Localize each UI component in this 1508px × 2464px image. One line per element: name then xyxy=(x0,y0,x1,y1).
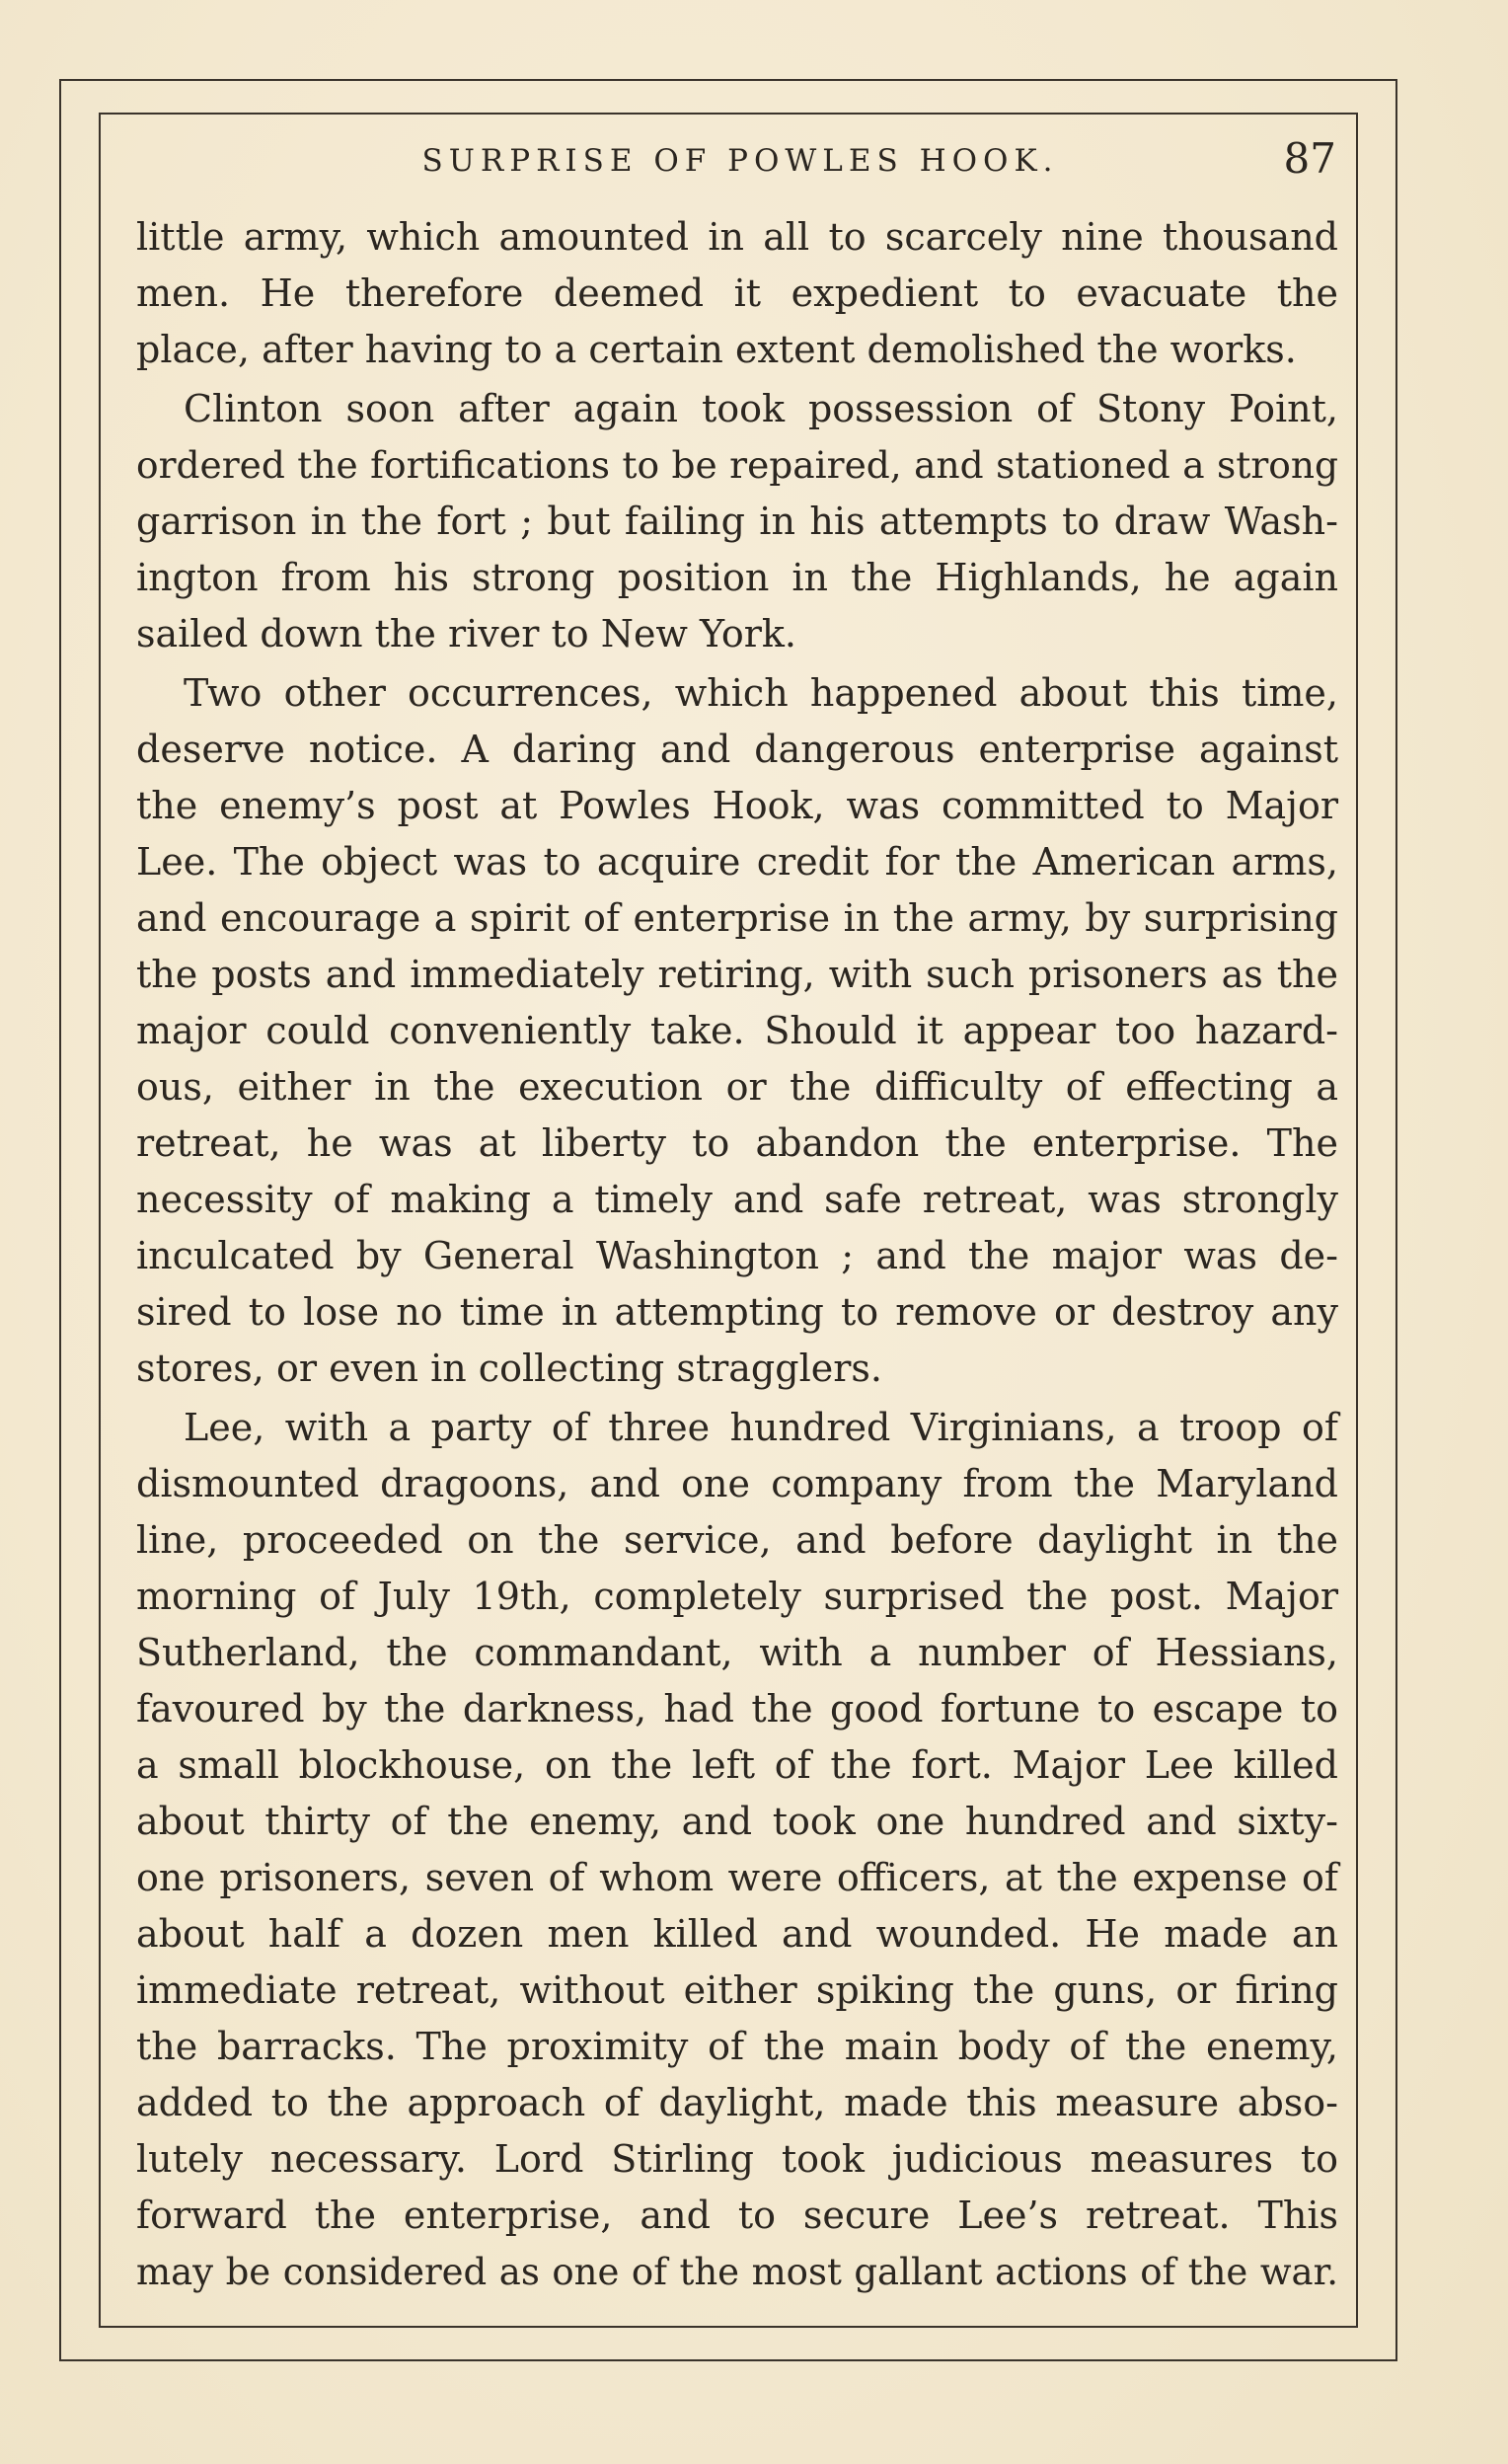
text-line: one prisoners, seven of whom were officers, at the expense of xyxy=(136,1856,1338,1899)
text-line: ous, either in the execution or the difficulty of effecting a xyxy=(136,1065,1338,1109)
text-line: stores, or even in collecting stragglers. xyxy=(136,1347,882,1390)
text-line: about thirty of the enemy, and took one hundred and sixty- xyxy=(136,1800,1338,1843)
text-line: the enemy’s post at Powles Hook, was committed to Major xyxy=(136,784,1338,827)
text-line: sired to lose no time in attempting to remove or destroy any xyxy=(136,1290,1338,1334)
text-line: the barracks. The proximity of the main body of the enemy, xyxy=(136,2025,1338,2068)
text-line: about half a dozen men killed and wounded. He made an xyxy=(136,1912,1338,1956)
text-line: a small blockhouse, on the left of the fort. Major Lee killed xyxy=(136,1743,1338,1787)
text-line: and encourage a spirit of enterprise in the army, by surprising xyxy=(136,896,1338,940)
text-line: ington from his strong position in the Highlands, he again xyxy=(136,556,1338,599)
running-title: SURPRISE OF POWLES HOOK. xyxy=(421,143,1059,179)
text-line: men. He therefore deemed it expedient to evacuate the xyxy=(136,271,1338,315)
page-number: 87 xyxy=(1283,134,1336,183)
text-line: sailed down the river to New York. xyxy=(136,612,796,655)
text-line: line, proceeded on the service, and before daylight in the xyxy=(136,1518,1338,1562)
text-line: lutely necessary. Lord Stirling took judicious measures to xyxy=(136,2137,1338,2181)
text-line: may be considered as one of the most gallant actions of the war. xyxy=(136,2251,1338,2293)
text-line: favoured by the darkness, had the good fortune to escape to xyxy=(136,1687,1338,1731)
text-line: deserve notice. A daring and dangerous enterprise against xyxy=(136,728,1338,771)
text-line: dismounted dragoons, and one company from the Maryland xyxy=(136,1462,1338,1505)
text-line: ordered the fortifications to be repaired, and stationed a strong xyxy=(136,443,1338,487)
text-line: inculcated by General Washington ; and the major was de- xyxy=(136,1234,1338,1277)
text-line: major could conveniently take. Should it appear too hazard- xyxy=(136,1009,1338,1052)
text-line: garrison in the fort ; but failing in his attempts to draw Wash- xyxy=(136,500,1338,543)
text-line: retreat, he was at liberty to abandon the enterprise. The xyxy=(136,1121,1338,1165)
text-line: Two other occurrences, which happened about this time, xyxy=(184,671,1338,715)
text-line: forward the enterprise, and to secure Lee’s retreat. This xyxy=(136,2194,1338,2237)
text-line: place, after having to a certain extent demolished the works. xyxy=(136,328,1297,371)
text-line: morning of July 19th, completely surprised the post. Major xyxy=(136,1575,1338,1618)
text-line: Lee, with a party of three hundred Virginians, a troop of xyxy=(184,1406,1338,1449)
text-line: Sutherland, the commandant, with a number of Hessians, xyxy=(136,1631,1338,1674)
text-line: necessity of making a timely and safe retreat, was strongly xyxy=(136,1178,1338,1221)
text-line: the posts and immediately retiring, with such prisoners as the xyxy=(136,953,1338,996)
text-line: immediate retreat, without either spiking the guns, or firing xyxy=(136,1968,1338,2012)
text-line: Lee. The object was to acquire credit for the American arms, xyxy=(136,840,1338,884)
body-text xyxy=(136,209,1338,2300)
text-line: Clinton soon after again took possession of Stony Point, xyxy=(184,387,1338,430)
running-head xyxy=(138,134,1342,199)
text-line: added to the approach of daylight, made this measure abso- xyxy=(136,2081,1338,2124)
text-line: little army, which amounted in all to scarcely nine thousand xyxy=(136,215,1338,259)
